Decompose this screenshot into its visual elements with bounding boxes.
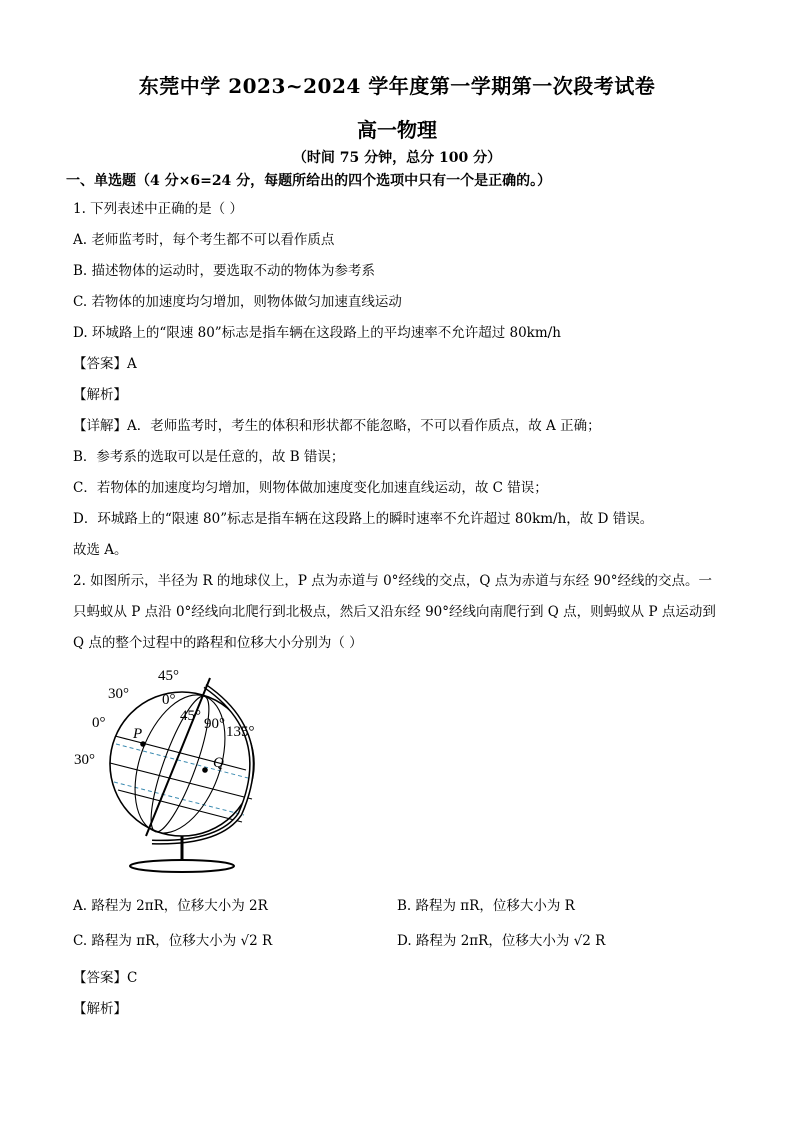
q2-analysis-label: 【解析】	[73, 1001, 127, 1017]
point-q-dot	[202, 767, 208, 773]
q1-detail-a: 【详解】A．老师监考时，考生的体积和形状都不能忽略，不可以看作质点，故 A 正确；	[73, 418, 601, 434]
q1-option-a: A. 老师监考时，每个考生都不可以看作质点	[73, 232, 335, 248]
label-right-135: 135°	[226, 724, 255, 740]
exam-title: 东莞中学 2023~2024 学年度第一学期第一次段考试卷	[138, 74, 656, 98]
q1-detail-d: D．环城路上的“限速 80”标志是指车辆在这段路上的瞬时速率不允许超过 80km/h，故 D 错误。	[73, 511, 654, 527]
q1-detail-b: B．参考系的选取可以是任意的，故 B 错误；	[73, 449, 345, 465]
q2-answer: 【答案】C	[73, 970, 138, 986]
point-p-dot	[140, 741, 146, 747]
q1-stem: 1. 下列表述中正确的是（ ）	[73, 201, 243, 217]
subject-title: 高一物理	[357, 118, 437, 142]
label-point-q: Q	[213, 755, 224, 771]
stand-base	[130, 860, 234, 872]
label-left-0: 0°	[92, 715, 106, 731]
q1-analysis-label: 【解析】	[73, 387, 127, 403]
globe-axis	[146, 678, 210, 836]
section-heading: 一、单选题（4 分×6=24 分，每题所给出的四个选项中只有一个是正确的。）	[66, 173, 552, 189]
label-top-0: 0°	[162, 692, 176, 708]
q2-stem-line-2: 只蚂蚁从 P 点沿 0°经线向北爬行到北极点，然后又沿东经 90°经线向南爬行到 Q 点，则蚂蚁从 P 点运动到	[73, 604, 716, 620]
q1-option-d: D. 环城路上的“限速 80”标志是指车辆在这段路上的平均速率不允许超过 80km/h	[73, 325, 561, 341]
label-mid-45: 45°	[180, 708, 201, 724]
q1-answer: 【答案】A	[73, 356, 137, 372]
q1-option-c: C. 若物体的加速度均匀增加，则物体做匀加速直线运动	[73, 294, 402, 310]
q2-stem-line-1: 2. 如图所示，半径为 R 的地球仪上，P 点为赤道与 0°经线的交点，Q 点为赤道与东经 90°经线的交点。一	[73, 573, 713, 589]
q2-option-d: D. 路程为 2πR，位移大小为 √2 R	[397, 933, 606, 949]
label-point-p: P	[133, 726, 143, 742]
q2-option-b: B. 路程为 πR，位移大小为 R	[397, 898, 575, 914]
globe-figure	[70, 664, 270, 874]
label-mid-90: 90°	[204, 716, 225, 732]
q2-option-a: A. 路程为 2πR，位移大小为 2R	[73, 898, 268, 914]
q1-detail-c: C．若物体的加速度均匀增加，则物体做加速度变化加速直线运动，故 C 错误；	[73, 480, 548, 496]
dashed-tropic-south	[114, 782, 244, 815]
time-info: （时间 75 分钟，总分 100 分）	[292, 150, 502, 166]
q2-option-c: C. 路程为 πR，位移大小为 √2 R	[73, 933, 273, 949]
q1-option-b: B. 描述物体的运动时，要选取不动的物体为参考系	[73, 263, 376, 279]
label-bottom-30: 30°	[74, 752, 95, 768]
label-top-45: 45°	[158, 668, 179, 684]
q2-stem-line-3: Q 点的整个过程中的路程和位移大小分别为（ ）	[73, 635, 363, 651]
label-left-30: 30°	[108, 686, 129, 702]
q1-conclusion: 故选 A。	[73, 542, 128, 558]
